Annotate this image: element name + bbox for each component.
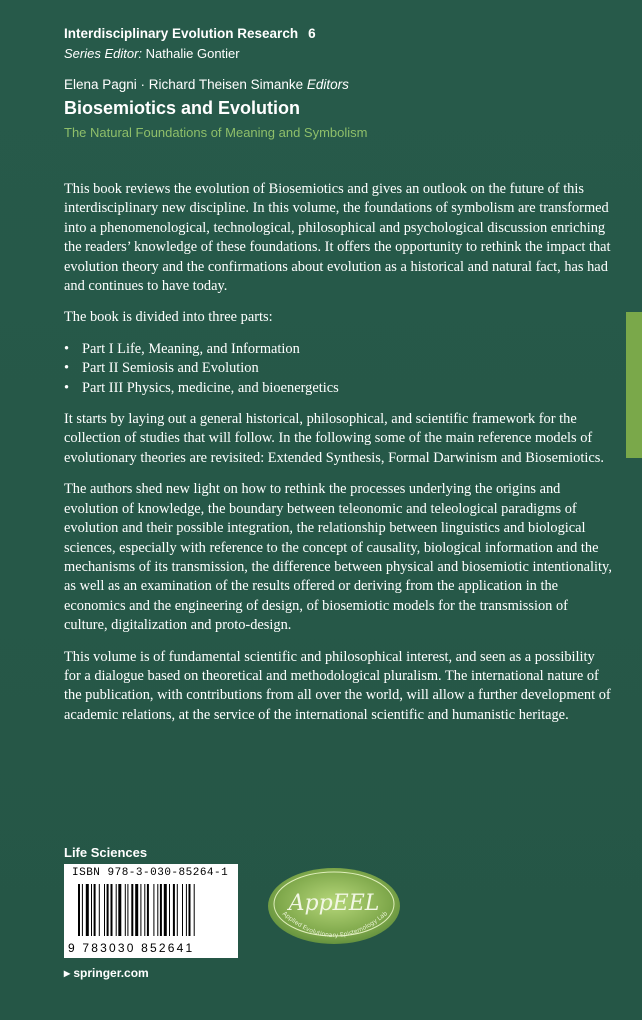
book-title: Biosemiotics and Evolution [64, 98, 301, 118]
barcode-bar [82, 884, 83, 936]
editors-names: Elena Pagni · Richard Theisen Simanke [64, 77, 304, 92]
barcode-bar [86, 884, 89, 936]
barcode-bar [131, 884, 133, 936]
parts-intro: The book is divided into three parts: [64, 309, 273, 326]
barcode-bar [173, 884, 175, 936]
website-text: springer.com [73, 966, 149, 980]
series-line [64, 26, 316, 41]
barcode-bar [135, 884, 138, 936]
barcode-bar [169, 884, 170, 936]
barcode-bar [78, 884, 80, 936]
barcode-bar [153, 884, 154, 936]
barcode-bar [127, 884, 128, 936]
editors-label: Editors [306, 77, 349, 92]
website-link[interactable] [64, 966, 149, 980]
barcode-bar [144, 884, 145, 936]
barcode-bar [118, 884, 121, 936]
barcode-bar [91, 884, 92, 936]
barcode [64, 864, 238, 958]
blurb [64, 180, 614, 737]
barcode-bar [125, 884, 126, 936]
blurb-paragraph-4: This volume is of fundamental scientific and philosophical interest, and seen as a possibility for a dialogue based on theoretical and methodological pluralism. The international nature of the publication, with contributions from all over the world, will allow a further development of academic relations, at the service of the international scientific and humanistic heritage. [64, 648, 611, 723]
blurb-paragraph-2: It starts by laying out a general historical, philosophical, and scientific framework for the collection of studies that will follow. In the following some of the main reference models of evolutionary theories are revisited: Extended Synthesis, Formal Darwinism and Biosemiotics. [64, 411, 604, 466]
ean-digits: 9 783030 852641 [68, 941, 195, 955]
list-item: • Part II Semiosis and Evolution [64, 359, 614, 378]
barcode-bar [147, 884, 149, 936]
barcode-bar [182, 884, 183, 936]
series-number: 6 [308, 26, 316, 41]
barcode-bar [194, 884, 195, 936]
barcode-bars [78, 884, 228, 936]
series-editor-label: Series Editor: [64, 46, 143, 61]
barcode-bar [111, 884, 113, 936]
book-subtitle: The Natural Foundations of Meaning and Symbolism [64, 125, 368, 140]
barcode-bar [107, 884, 109, 936]
isbn-text: ISBN 978-3-030-85264-1 [72, 867, 229, 879]
barcode-bar [164, 884, 167, 936]
barcode-bar [94, 884, 96, 936]
blurb-paragraph-1: This book reviews the evolution of Biosemiotics and gives an outlook on the future of this interdisciplinary new discipline. In this volume, the foundations of symbolism are transformed into a phenomenological, technological, philosophical and psychological discussion enriching the readers’ knowledge of these foundations. It offers the opportunity to rethink the impact that evolution theory and the confirmations about evolution as a historical and natural fact, has had and continues to have today. [64, 181, 611, 295]
category-label: Life Sciences [64, 845, 148, 860]
logo-wordmark: AppEEL [288, 891, 380, 916]
series-editor-name: Nathalie Gontier [145, 46, 240, 61]
barcode-bar [99, 884, 100, 936]
barcode-bar [160, 884, 162, 936]
barcode-bar [186, 884, 187, 936]
list-item: • Part III Physics, medicine, and bioenergetics [64, 379, 614, 398]
color-tab [626, 312, 642, 458]
logo-tagline: Applied Evolutionary Epistemology Lab [280, 910, 389, 940]
series-name: Interdisciplinary Evolution Research [64, 26, 299, 41]
blurb-paragraph-3: The authors shed new light on how to rethink the processes underlying the origins and evolution of knowledge, the boundary between teleonomic and teleological paradigms of evolution and their possible integration, the relationship between linguistics and biological sciences, especially with reference to the concept of causality, biological information and the mechanisms of its transmission, the difference between physical and biosemiotic intentionality, as well as an examination of the results offered or deriving from the application in the economics and the engineering of design, of biosemiotic models for the transmission of culture, digitalization and proto-design. [64, 481, 612, 634]
barcode-bar [177, 884, 178, 936]
barcode-bar [157, 884, 158, 936]
series-editor-line [64, 46, 240, 61]
chevron-right-icon: ▸ [64, 966, 74, 980]
list-item: • Part I Life, Meaning, and Information [64, 340, 614, 359]
barcode-bar [116, 884, 117, 936]
book-editors [64, 77, 349, 92]
barcode-bar [140, 884, 141, 936]
barcode-bar [104, 884, 105, 936]
barcode-bar [189, 884, 191, 936]
parts-list [64, 340, 614, 398]
appeel-logo [266, 866, 402, 948]
